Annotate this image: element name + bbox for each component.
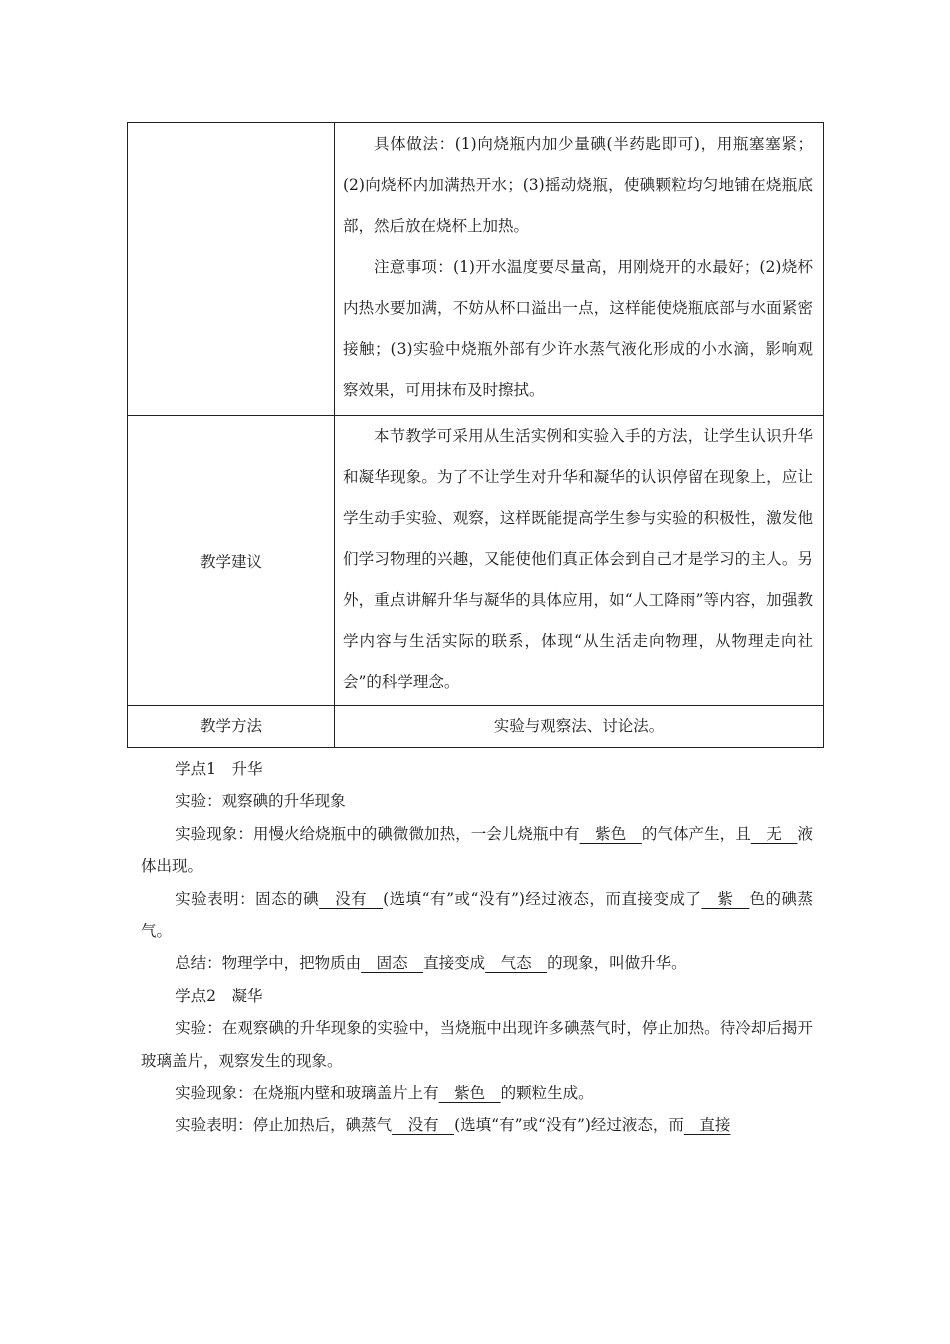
teaching-advice-cell — [335, 416, 824, 706]
procedure-paragraph: 具体做法：(1)向烧瓶内加少量碘(半药匙即可)，用瓶塞塞紧；(2)向烧杯内加满热开水；(3)摇动烧瓶，使碘颗粒均匀地铺在烧瓶底部，然后放在烧杯上加热。 — [343, 135, 813, 235]
text-run: 的气体产生，且 — [641, 824, 751, 843]
section1-heading: 学点1 升华 — [175, 760, 263, 778]
table-row — [128, 416, 824, 706]
text-run: 实验表明：固态的碘 — [175, 889, 320, 908]
text-run: 色的碘蒸气。 — [141, 889, 813, 941]
answer-blank: 固态 — [361, 954, 424, 973]
row-label-teaching-advice: 教学建议 — [128, 416, 335, 706]
precautions-paragraph: 注意事项：(1)开水温度要尽量高，用刚烧开的水最好；(2)烧杯内热水要加满，不妨从杯口溢出一点，这样能使烧瓶底部与水面紧密接触；(3)实验中烧瓶外部有少许水蒸气液化形成的小水滴，影响观察效果，可用抹布及时擦拭。 — [343, 258, 813, 399]
table-row — [128, 123, 824, 416]
section2-experiment: 实验：在观察碘的升华现象的实验中，当烧瓶中出现许多碘蒸气时，停止加热。待冷却后揭开玻璃盖片，观察发生的现象。 — [141, 1019, 813, 1070]
row-label-empty — [128, 123, 335, 416]
teaching-advice-paragraph: 本节教学可采用从生活实例和实验入手的方法，让学生认识升华和凝华现象。为了不让学生对升华和凝华的认识停留在现象上，应让学生动手实验、观察，这样既能提高学生参与实验的积极性，激发他们学习物理的兴趣，又能使他们真正体会到自己才是学习的主人。另外，重点讲解升华与凝华的具体应用，如“人工降雨”等内容，加强教学内容与生活实际的联系，体现“从生活走向物理，从物理走向社会”的科学理念。 — [343, 427, 813, 691]
text-run: 直接变成 — [423, 954, 486, 973]
answer-blank: 直接 — [683, 1116, 731, 1135]
answer-blank: 没有 — [319, 889, 384, 908]
study-points — [141, 753, 813, 1142]
text-run: (选填“有”或“没有”)经过液态，而直接变成了 — [383, 889, 702, 908]
answer-blank: 紫 — [701, 889, 750, 908]
method-notes-cell — [335, 123, 824, 416]
teaching-method-value: 实验与观察法、讨论法。 — [335, 706, 824, 748]
answer-blank: 紫色 — [579, 824, 642, 843]
section1-experiment: 实验：观察碘的升华现象 — [175, 792, 346, 811]
text-run: 实验现象：在烧瓶内壁和玻璃盖片上有 — [175, 1084, 439, 1103]
section2-phenomenon — [141, 1077, 813, 1109]
answer-blank: 紫色 — [438, 1084, 501, 1103]
section1-phenomenon — [141, 818, 813, 883]
table-row — [128, 706, 824, 748]
text-run: (选填“有”或“没有”)经过液态，而 — [454, 1116, 684, 1135]
section1-indicates — [141, 883, 813, 948]
text-run: 实验现象：用慢火给烧瓶中的碘微微加热，一会儿烧瓶中有 — [175, 824, 580, 843]
answer-blank: 气态 — [485, 954, 548, 973]
text-run: 实验表明：停止加热后，碘蒸气 — [175, 1116, 393, 1135]
text-run: 液体出现。 — [141, 824, 813, 876]
lesson-table — [127, 122, 824, 748]
answer-blank: 没有 — [392, 1116, 455, 1135]
text-run: 的颗粒生成。 — [500, 1084, 594, 1103]
row-label-teaching-method: 教学方法 — [128, 706, 335, 748]
text-run: 总结：物理学中，把物质由 — [175, 954, 362, 973]
section2-heading: 学点2 凝华 — [175, 986, 263, 1005]
section1-summary — [141, 947, 813, 979]
text-run: 的现象，叫做升华。 — [547, 954, 687, 973]
answer-blank: 无 — [750, 824, 798, 843]
section2-indicates — [141, 1109, 813, 1141]
